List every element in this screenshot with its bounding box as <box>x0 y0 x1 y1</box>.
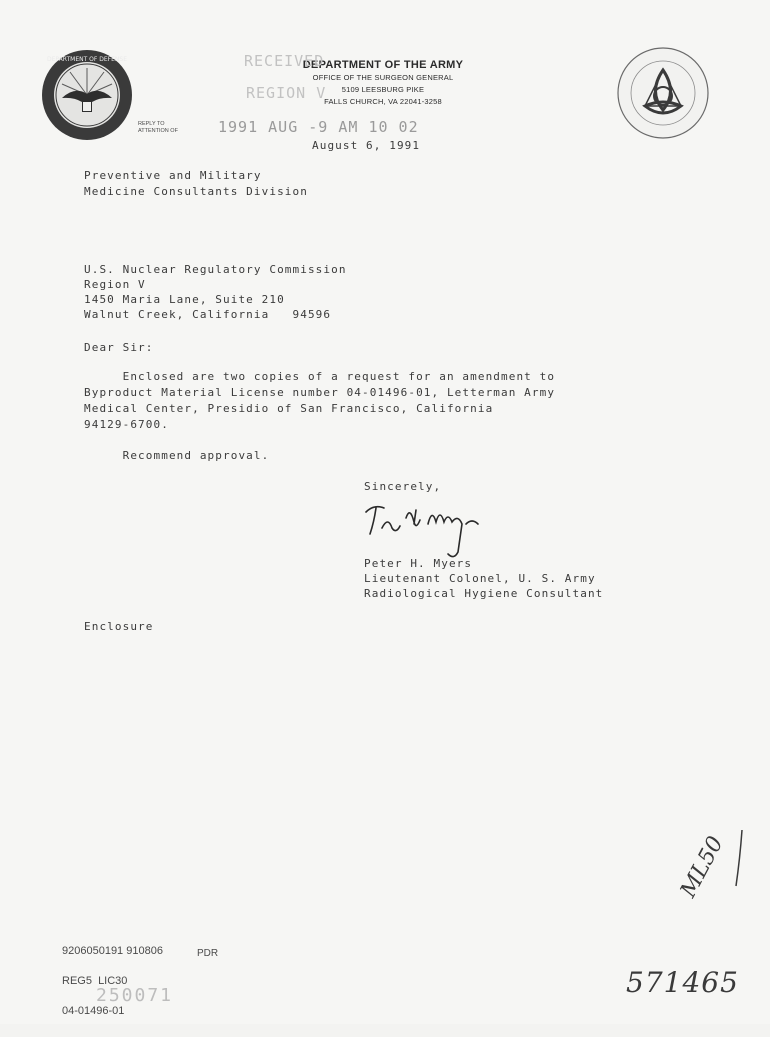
recipient-line1: U.S. Nuclear Regulatory Commission <box>84 263 347 276</box>
salutation: Dear Sir: <box>84 341 154 354</box>
body-line4: 94129-6700. <box>84 418 169 431</box>
pdr-label: PDR <box>197 948 219 959</box>
signer-title: Lieutenant Colonel, U. S. Army <box>364 572 596 585</box>
handwritten-number: 571465 <box>626 966 739 999</box>
office-name: OFFICE OF THE SURGEON GENERAL <box>312 73 454 82</box>
body-line2: Byproduct Material License number 04-01496-01, Letterman Army <box>84 386 556 399</box>
svg-text:DEPARTMENT OF DEFENSE: DEPARTMENT OF DEFENSE <box>47 56 127 63</box>
recipient-line2: Region V <box>84 278 146 291</box>
bottom-stamp-number: 250071 <box>96 985 174 1006</box>
doc-code-line2: REG5 LIC30 <box>62 975 128 987</box>
reply-to-label: REPLY TO ATTENTION OF <box>138 121 178 134</box>
received-stamp-line1: RECEIVED <box>244 52 325 70</box>
division-line1: Preventive and Military <box>84 169 262 182</box>
recipient-line3: 1450 Maria Lane, Suite 210 <box>84 293 285 306</box>
handwritten-ml-note: ML50 <box>676 832 729 902</box>
received-stamp-date: 1991 AUG -9 AM 10 02 <box>218 118 419 136</box>
enclosure-note: Enclosure <box>84 620 154 633</box>
signer-role: Radiological Hygiene Consultant <box>364 587 604 600</box>
received-stamp-line2: REGION V <box>246 84 327 102</box>
recipient-line4: Walnut Creek, California 94596 <box>84 308 332 321</box>
street-address: 5109 LEESBURG PIKE <box>341 85 425 94</box>
division-line2: Medicine Consultants Division <box>84 185 308 198</box>
city-address: FALLS CHURCH, VA 22041-3258 <box>324 97 442 106</box>
document-codes <box>62 926 163 1036</box>
letter-date: August 6, 1991 <box>312 139 421 152</box>
body-recommendation: Recommend approval. <box>84 449 270 462</box>
triquetra-emblem-icon <box>616 46 710 140</box>
handwritten-signature-icon <box>362 494 492 564</box>
department-title: DEPARTMENT OF THE ARMY <box>302 59 464 71</box>
handwritten-stroke-icon <box>728 828 748 888</box>
body-line3: Medical Center, Presidio of San Francisco, California <box>84 402 494 415</box>
signer-name: Peter H. Myers <box>364 557 473 570</box>
closing: Sincerely, <box>364 480 442 493</box>
department-of-defense-seal-icon <box>40 48 134 142</box>
doc-code-line3: 04-01496-01 <box>62 1005 125 1017</box>
body-line1: Enclosed are two copies of a request for an amendment to <box>84 370 556 383</box>
doc-code-line1: 9206050191 910806 <box>62 945 163 957</box>
